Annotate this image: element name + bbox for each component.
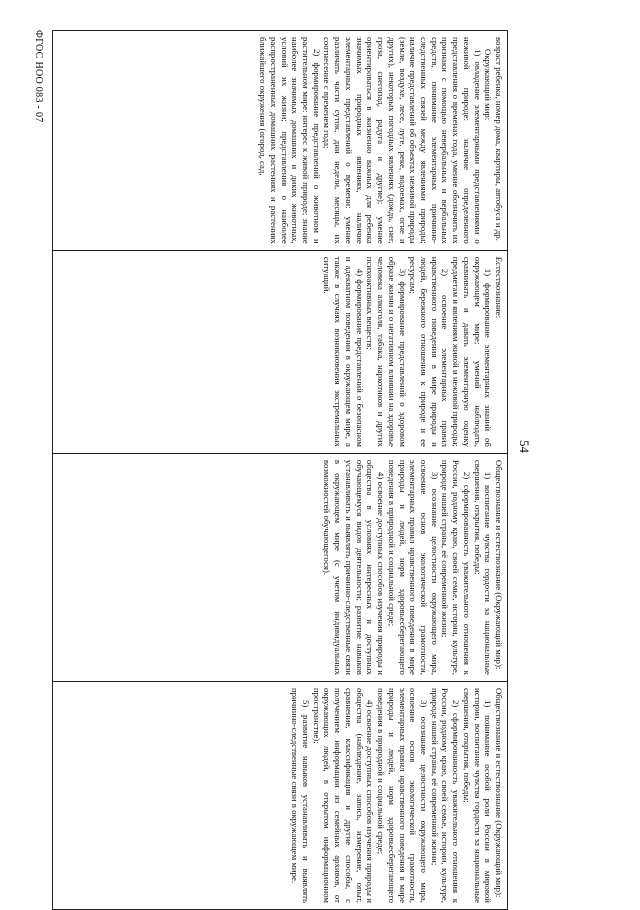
- table-cell-column-3: [53, 453, 508, 681]
- cell-title: Естествознание:: [494, 256, 504, 319]
- cell-title: возраст ребенка, номер дома, квартиры, автобуса и др.: [494, 37, 504, 241]
- table-cell-column-2: [53, 250, 508, 453]
- standards-table: [52, 30, 508, 910]
- cell-paragraph: 1) воспитание чувства гордости за национальные свершения, открытия, победы;: [472, 459, 494, 675]
- cell-title: Обществознание и естествознание (Окружающий мир):: [494, 687, 504, 898]
- cell-paragraph: 5) развитие навыков устанавливать и выявлять причинно-следственные связи в окружающем мире.: [290, 687, 312, 903]
- cell-paragraph: 2) сформированность уважительного отношения к России, родному краю, своей семье, истории, культуре, природе нашей страны, её современной жизни;: [440, 459, 472, 675]
- cell-paragraph: 3) формирование представлений о здоровом образе жизни и о негативном влиянии на здоровье человека алкоголя, табака, наркотиков и других психоактивных веществ;: [365, 256, 408, 447]
- cell-title: Обществознание и естествознание (Окружающий мир):: [494, 459, 504, 670]
- cell-paragraph: 4) формирование представлений о безопасном и адекватном поведении в окружающем мире, а также в случаях возникновения экстремальных ситуаций.: [322, 256, 365, 447]
- cell-paragraph: 2) сформированность уважительного отношения к России, родному краю, своей семье, истории, культуре, природе нашей страны, её современной жизни;: [429, 687, 462, 903]
- cell-paragraph: 1) овладение элементарными представлениями о неживой природе: наличие определенного представления о временах года, умение обозначить их признаки с помощью невербальных и вербальных средств, понимание элементарных причинно-следственных связей между явлениями природы; наличие представлений об объектах неживой природы (земле, воздухе, лесе, луге, реке, водоемах, огне и других), некоторых погодных явлениях (дождь, снег, гроза, снегопад, радуга и другие); умение ориентироваться в жизненно важных для ребенка значимых природных явлениях, наличие элементарных представлений о времени: умение различать части суток, дни недели, месяцы, их соотнесение с временем года;: [322, 37, 483, 244]
- cell-paragraph: 4) освоение доступных способов изучения природы и общества (наблюдение, запись, измерение, опыт, сравнение, классификация и другие способы, с получением информации из семейных архивов, от окружающих людей, в открытом информационном пространстве);: [311, 687, 376, 903]
- cell-paragraph: 1) понимание особой роли России в мировой истории, воспитание чувства гордости за национальные свершения, открытия, победы;: [461, 687, 494, 903]
- cell-paragraph: 4) освоение доступных способов изучения природы и общества в условиях интересных и доступных обучающемуся видов деятельности; развитие навыков устанавливать и выявлять причинно-следственные связи в окружающем мире (с учетом индивидуальных возможностей обучающегося).: [322, 459, 387, 675]
- footer-code: ФГОС НОО 083 - 07: [33, 30, 44, 123]
- cell-paragraph: 2) формирование представлений о животном и растительном мире: интерес к живой природе; знание наиболее значимых домашних и диких животных, условий их жизни; представления о наиболее распространенных домашних растениях и растениях ближайшего окружения (огород, сад,: [258, 37, 322, 244]
- page-number: 54: [517, 440, 532, 453]
- cell-paragraph: 2) освоение элементарных правил нравственного поведения в мире природы и людей, бережного отношения к природе и ее ресурсам;: [408, 256, 451, 447]
- table-cell-column-4: [53, 681, 508, 909]
- cell-paragraph: 1) формирование элементарных знаний об окружающем мире; умений наблюдать, сравнивать и давать элементарную оценку предметам и явлениям живой и неживой природы;: [451, 256, 494, 447]
- cell-paragraph: Окружающий мир:: [483, 49, 494, 121]
- table-row: [53, 31, 508, 910]
- table-cell-column-1: [53, 31, 508, 251]
- cell-paragraph: 3) осознание целостности окружающего мира, освоение основ экологической грамотности, элементарных правил нравственного поведения в мире природы и людей, норм здоровьесберегающего поведения в природной и социальной среде;: [376, 687, 429, 903]
- cell-paragraph: 3) осознание целостности окружающего мира, освоение основ экологической грамотности, элементарных правил нравственного поведения в мире природы и людей, норм здоровьесберегающего поведения в природной и социальной среде;: [386, 459, 440, 675]
